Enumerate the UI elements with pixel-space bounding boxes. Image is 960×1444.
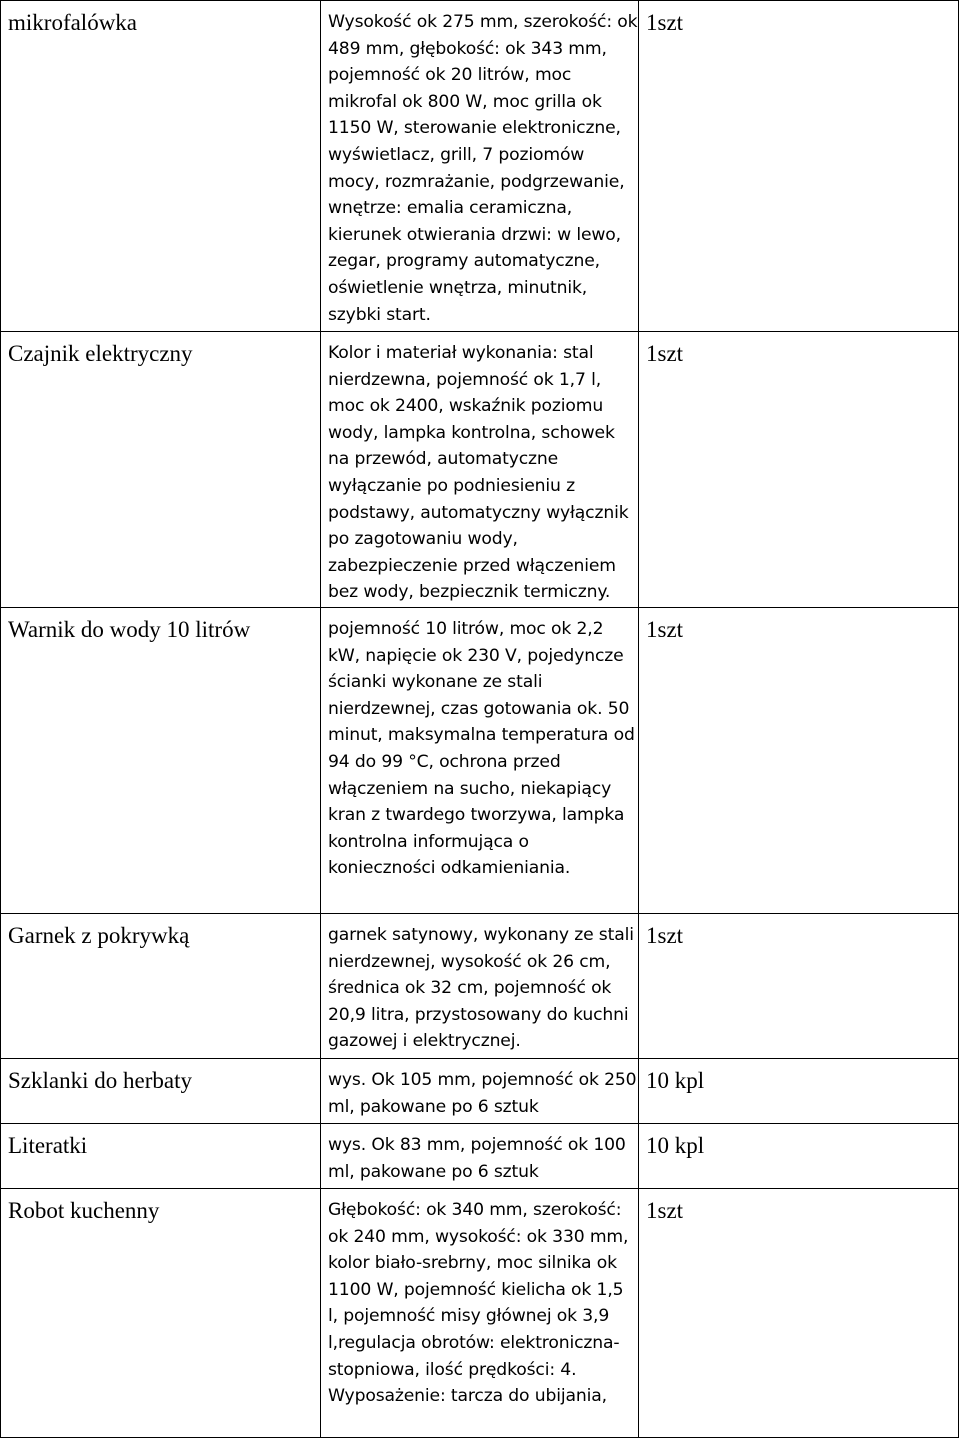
table-row [1, 1189, 959, 1438]
item-name: Literatki [1, 1124, 321, 1189]
item-description: wys. Ok 83 mm, pojemność ok 100 ml, pakowane po 6 sztuk [321, 1124, 639, 1189]
item-quantity: 1szt [639, 1, 959, 332]
item-name: Czajnik elektryczny [1, 332, 321, 608]
item-quantity: 1szt [639, 608, 959, 914]
item-name: Robot kuchenny [1, 1189, 321, 1438]
table-row [1, 1, 959, 332]
item-description: pojemność 10 litrów, moc ok 2,2 kW, napięcie ok 230 V, pojedyncze ścianki wykonane ze stali nierdzewnej, czas gotowania ok. 50 minut, maksymalna temperatura od 94 do 99 °C, ochrona przed włączeniem na sucho, niekapiący kran z twardego tworzywa, lampka kontrolna informująca o konieczności odkamieniania. [321, 608, 639, 914]
item-quantity: 1szt [639, 914, 959, 1059]
item-description: Głębokość: ok 340 mm, szerokość: ok 240 mm, wysokość: ok 330 mm, kolor biało-srebrny, moc silnika ok 1100 W, pojemność kielicha ok 1,5 l, pojemność misy głównej ok 3,9 l,regulacja obrotów: elektroniczna-stopniowa, ilość prędkości: 4. Wyposażenie: tarcza do ubijania, [321, 1189, 639, 1438]
item-name: Garnek z pokrywką [1, 914, 321, 1059]
item-name: mikrofalówka [1, 1, 321, 332]
item-description: garnek satynowy, wykonany ze stali nierdzewnej, wysokość ok 26 cm, średnica ok 32 cm, pojemność ok 20,9 litra, przystosowany do kuchni gazowej i elektrycznej. [321, 914, 639, 1059]
item-name: Warnik do wody 10 litrów [1, 608, 321, 914]
item-description: Kolor i materiał wykonania: stal nierdzewna, pojemność ok 1,7 l, moc ok 2400, wskaźnik poziomu wody, lampka kontrolna, schowek na przewód, automatyczne wyłączanie po podniesieniu z podstawy, automatyczny wyłącznik po zagotowaniu wody, zabezpieczenie przed włączeniem bez wody, bezpiecznik termiczny. [321, 332, 639, 608]
table-row [1, 1059, 959, 1124]
item-name: Szklanki do herbaty [1, 1059, 321, 1124]
table-row [1, 608, 959, 914]
item-quantity: 1szt [639, 1189, 959, 1438]
item-quantity: 10 kpl [639, 1059, 959, 1124]
item-quantity: 1szt [639, 332, 959, 608]
item-description: Wysokość ok 275 mm, szerokość: ok 489 mm, głębokość: ok 343 mm, pojemność ok 20 litrów, moc mikrofal ok 800 W, moc grilla ok 1150 W, sterowanie elektroniczne, wyświetlacz, grill, 7 poziomów mocy, rozmrażanie, podgrzewanie, wnętrze: emalia ceramiczna, kierunek otwierania drzwi: w lewo, zegar, programy automatyczne, oświetlenie wnętrza, minutnik, szybki start. [321, 1, 639, 332]
item-quantity: 10 kpl [639, 1124, 959, 1189]
table-row [1, 1124, 959, 1189]
table-row [1, 332, 959, 608]
table-row [1, 914, 959, 1059]
item-description: wys. Ok 105 mm, pojemność ok 250 ml, pakowane po 6 sztuk [321, 1059, 639, 1124]
